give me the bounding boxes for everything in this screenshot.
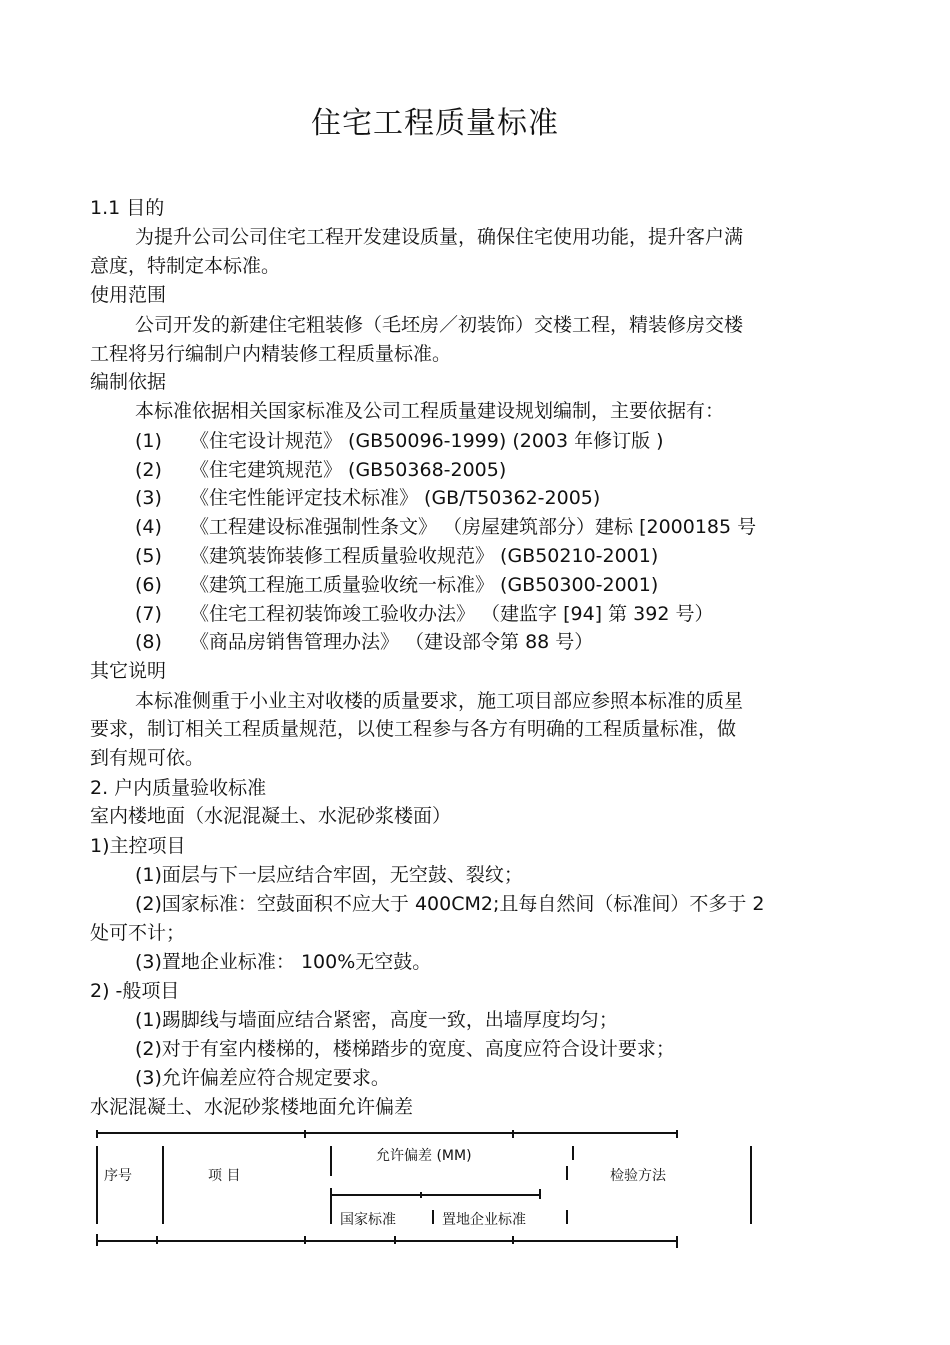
reference-text: 《住宅建筑规范》 (GB50368-2005) <box>190 459 507 481</box>
table-tick <box>304 1236 306 1244</box>
table-tick <box>676 1236 678 1248</box>
table-header-deviation: 允许偏差 (MM) <box>376 1148 472 1164</box>
table-tick <box>420 1192 422 1198</box>
table-tick <box>304 1130 306 1138</box>
paragraph-line: (2)国家标准：空鼓面积不应大于 400CM2;且每自然间（标准间）不多于 2 <box>135 893 765 915</box>
reference-text: 《住宅性能评定技术标准》 (GB/T50362-2005) <box>190 487 601 509</box>
paragraph-line: 要求，制订相关工程质量规范，以使工程参与各方有明确的工程质量标准，做 <box>90 718 737 740</box>
table-left-border <box>96 1146 98 1224</box>
paragraph-line: (1)面层与下一层应结合牢固，无空鼓、裂纹； <box>135 864 523 886</box>
reference-number: (3) <box>135 487 162 509</box>
reference-text: 《住宅设计规范》 (GB50096-1999) (2003 年修订版 ) <box>190 430 664 452</box>
reference-text: 《住宅工程初装饰竣工验收办法》 （建监字 [94] 第 392 号） <box>190 603 714 625</box>
reference-number: (1) <box>135 430 162 452</box>
paragraph-line: 处可不计； <box>90 922 186 944</box>
table-header-method: 检验方法 <box>610 1168 666 1184</box>
table-header-company: 置地企业标准 <box>442 1212 526 1228</box>
table-tick <box>512 1130 514 1138</box>
reference-number: (7) <box>135 603 162 625</box>
table-header-no: 序号 <box>104 1168 132 1184</box>
table-divider <box>330 1146 332 1176</box>
table-divider <box>566 1166 568 1180</box>
reference-number: (2) <box>135 459 162 481</box>
table-tick <box>676 1130 678 1138</box>
table-divider <box>566 1210 568 1224</box>
section-heading-basis: 编制依据 <box>90 371 167 393</box>
section-heading-other: 其它说明 <box>90 660 167 682</box>
table-divider <box>572 1146 574 1160</box>
paragraph-line: 工程将另行编制户内精装修工程质量标准。 <box>90 343 452 365</box>
section-heading-purpose: 1.1 目的 <box>90 197 165 219</box>
paragraph-line: (2)对于有室内楼梯的，楼梯踏步的宽度、高度应符合设计要求； <box>135 1038 675 1060</box>
reference-number: (6) <box>135 574 162 596</box>
table-bottom-border <box>96 1240 678 1242</box>
paragraph-line: (3)允许偏差应符合规定要求。 <box>135 1067 390 1089</box>
paragraph-line: 本标准依据相关国家标准及公司工程质量建设规划编制，主要依据有： <box>135 400 725 422</box>
paragraph-line: 本标准侧重于小业主对收楼的质量要求，施工项目部应参照本标准的质星 <box>135 690 744 712</box>
paragraph-line: (1)踢脚线与墙面应结合紧密，高度一致，出墙厚度均匀； <box>135 1009 618 1031</box>
reference-number: (5) <box>135 545 162 567</box>
table-divider <box>432 1210 434 1224</box>
paragraph-line: (3)置地企业标准： 100%无空鼓。 <box>135 951 432 973</box>
paragraph-line: 意度，特制定本标准。 <box>90 255 281 277</box>
table-tick <box>96 1234 98 1246</box>
paragraph-line: 公司开发的新建住宅粗装修（毛坯房／初装饰）交楼工程，精装修房交楼 <box>135 314 744 336</box>
paragraph-line: 为提升公司公司住宅工程开发建设质量，确保住宅使用功能，提升客户满 <box>135 226 744 248</box>
paragraph-line: 到有规可依。 <box>90 747 205 769</box>
reference-text: 《商品房销售管理办法》 （建设部令第 88 号） <box>190 631 594 653</box>
section-heading-scope: 使用范围 <box>90 284 167 306</box>
table-caption: 水泥混凝土、水泥砂浆楼地面允许偏差 <box>90 1096 414 1118</box>
table-header-national: 国家标准 <box>340 1212 396 1228</box>
table-subheader-line <box>332 1194 540 1196</box>
subsection-heading-general-items: 2) -般项目 <box>90 980 180 1002</box>
reference-text: 《建筑工程施工质量验收统一标准》 (GB50300-2001) <box>190 574 659 596</box>
subsection-heading-main-items: 1)主控项目 <box>90 835 186 857</box>
reference-text: 《工程建设标准强制性条文》 （房屋建筑部分）建标 [2000185 号 <box>190 516 757 538</box>
reference-number: (4) <box>135 516 162 538</box>
table-tick <box>96 1130 98 1138</box>
table-top-border <box>96 1132 678 1134</box>
table-right-border <box>750 1146 752 1224</box>
section-heading-acceptance: 2. 户内质量验收标准 <box>90 777 267 799</box>
table-tick <box>539 1189 541 1199</box>
reference-number: (8) <box>135 631 162 653</box>
table-header-item: 项 目 <box>208 1168 241 1184</box>
table-tick <box>394 1236 396 1244</box>
reference-text: 《建筑装饰装修工程质量验收规范》 (GB50210-2001) <box>190 545 659 567</box>
table-divider <box>162 1146 164 1224</box>
subsection-heading-floor: 室内楼地面（水泥混凝土、水泥砂浆楼面） <box>90 805 452 827</box>
table-tick <box>156 1236 158 1244</box>
table-tick <box>512 1236 514 1244</box>
page-title: 住宅工程质量标准 <box>311 106 559 141</box>
